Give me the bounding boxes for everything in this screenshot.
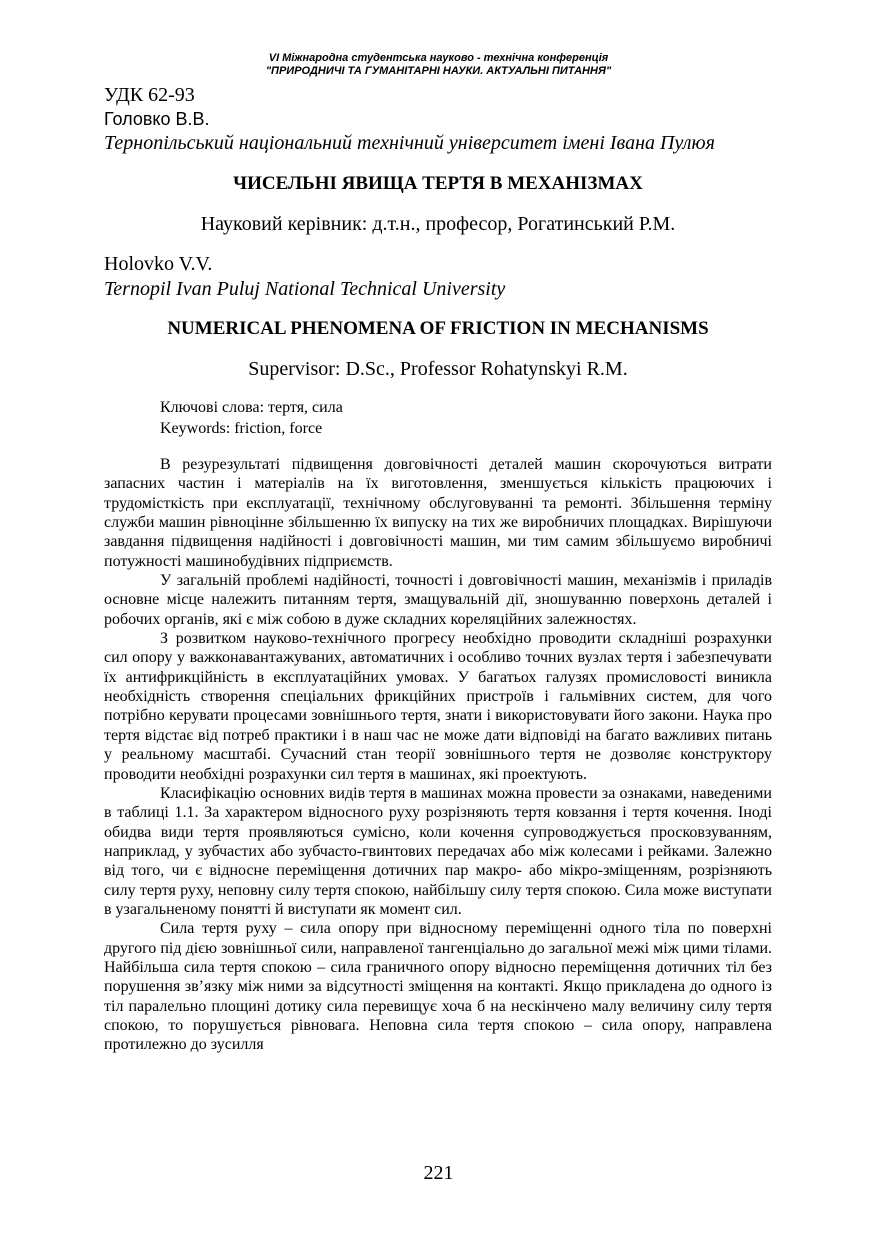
title-ua: ЧИСЕЛЬНІ ЯВИЩА ТЕРТЯ В МЕХАНІЗМАХ [233, 173, 643, 194]
keywords-en: Keywords: friction, force [160, 419, 323, 437]
title-en: NUMERICAL PHENOMENA OF FRICTION IN MECHANISMS [167, 318, 709, 339]
paragraph: У загальній проблемі надійності, точності і довговічності машин, механізмів і приладів основне місце належить питанням тертя, змащувальній дії, зношуванню поверхонь деталей і робочих органів, які є між собою в дуже складних кореляційних залежностях. [104, 572, 772, 628]
page-number: 221 [423, 1162, 454, 1184]
body-text [104, 455, 772, 1055]
supervisor-ua: Науковий керівник: д.т.н., професор, Рогатинський Р.М. [200, 213, 676, 235]
university-ua: Тернопільський національний технічний університет імені Івана Пулюя [104, 132, 715, 154]
university-en: Ternopil Ivan Puluj National Technical University [104, 278, 506, 300]
author-ua: Головко В.В. [104, 109, 210, 129]
paragraph: Сила тертя руху – сила опору при відносному переміщенні одного тіла по поверхні другого під дією зовнішньої сили, направленої тангенціально до загальної межі між цими тілами. Найбільша сила тертя спокою – сила граничного опору відносно переміщення дотичних тіл без порушення зв’язку між ними за відсутності зміщення на контакті. Якщо прикладена до одного із тіл паралельно площині дотику сила перевищує хоча б на нескінчено малу величину силу тертя спокою, то порушується рівновага. Неповна сила тертя спокою – сила опору, направлена протилежно до зусилля [104, 920, 772, 1054]
conference-header [0, 52, 877, 78]
paragraph: В резурезультаті підвищення довговічності деталей машин скорочуються витрати запасних частин і матеріалів на їх виготовлення, зменшується кількість працюючих і трудомісткість при експлуатації, технічному обслуговуванні та ремонті. Збільшення терміну служби машин рівноцінне збільшенню їх випуску на тих же виробничих площадках. Вирішуючи завдання підвищення надійності і довговічності машин, ми тим самим збільшуємо виробничі потужності машинобудівних підприємств. [104, 456, 772, 570]
udk-code: УДК 62-93 [104, 84, 195, 106]
supervisor-en: Supervisor: D.Sc., Professor Rohatynskyi R.M. [248, 358, 628, 380]
paragraph: З розвитком науково-технічного прогресу необхідно проводити складніші розрахунки сил опору у важконавантажуваних, автоматичних і особливо точних вузлах тертя і забезпечувати їх антифрикційність в експлуатаційних умовах. У багатьох галузях промисловості виникла необхідність створення спеціальних фрикційних пристроїв і гальмівних систем, для чого потрібно керувати процесами зовнішнього тертя, знати і використовувати його закони. Наука про тертя відстає від потреб практики і в наш час не може дати відповіді на багато важливих питань у реальному масштабі. Сучасний стан теорії зовнішнього тертя не дозволяє конструктору проводити необхідні розрахунки сил тертя в машинах, які проектують. [104, 630, 772, 783]
keywords-block [160, 398, 760, 439]
paragraph: Класифікацію основних видів тертя в машинах можна провести за ознаками, наведеними в таблиці 1.1. За характером відносного руху розрізняють тертя ковзання і тертя кочення. Іноді обидва види тертя проявляються сумісно, коли кочення супроводжується просковзуванням, наприклад, у зубчастих або зубчасто-гвинтових передачах або між колесами і рейками. Залежно від того, чи є відносне переміщення дотичних пар макро- або мікро-зміщенням, розрізняють силу тертя руху, неповну силу тертя спокою, найбільшу силу тертя спокою. Сила може виступати в узагальненому понятті й виступати як момент сил. [104, 784, 772, 918]
conference-header-line1: VI Міжнародна студентська науково - технічна конференція [268, 52, 609, 64]
author-en: Holovko V.V. [104, 253, 213, 275]
conference-header-line2: "ПРИРОДНИЧІ ТА ГУМАНІТАРНІ НАУКИ. АКТУАЛЬНІ ПИТАННЯ" [265, 65, 612, 77]
keywords-ua: Ключові слова: тертя, сила [160, 399, 343, 416]
